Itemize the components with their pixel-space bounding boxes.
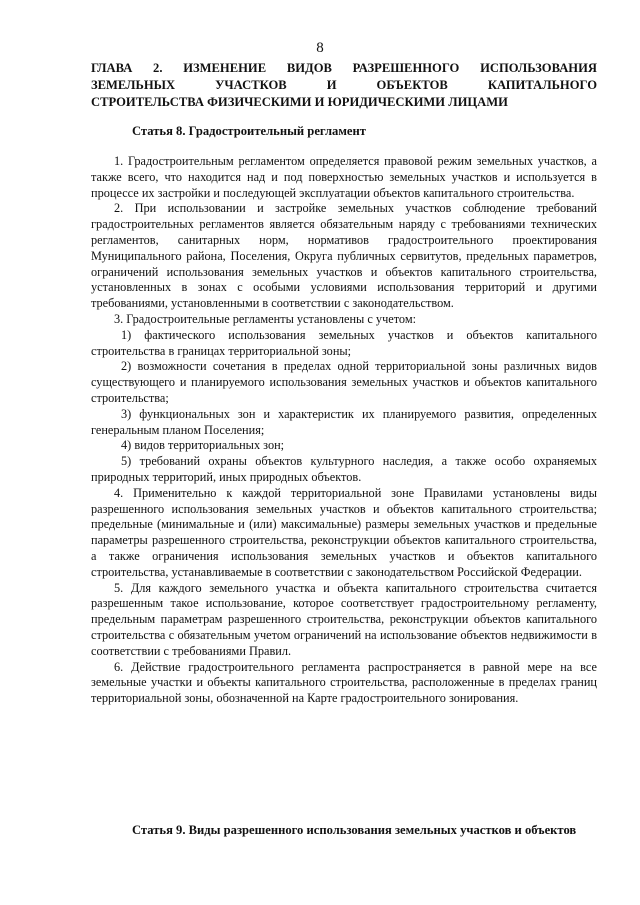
article-8-body: [91, 154, 597, 707]
list-item: 3) функциональных зон и характеристик их планируемого развития, определенных генеральным планом Поселения;: [91, 406, 597, 437]
chapter-title-line: ГЛАВА 2. ИЗМЕНЕНИЕ ВИДОВ РАЗРЕШЕННОГО ИСПОЛЬЗОВАНИЯ: [91, 61, 597, 75]
paragraph: 5. Для каждого земельного участка и объекта капитального строительства считается разрешенным такое использование, которое соответствует градостроительному регламенту, предельным параметрам разрешенного строительства, реконструкции объектов капитального строительства с обязательным учетом ограничений на использование объектов недвижимости в соответствии с требованиями Правил.: [91, 580, 597, 658]
chapter-title: [91, 60, 597, 111]
list-item: 5) требований охраны объектов культурного наследия, а также особо охраняемых природных территорий, иных природных объектов.: [91, 454, 597, 484]
article-9-title: Статья 9. Виды разрешенного использования земельных участков и объектов: [132, 823, 577, 837]
list-item: 2) возможности сочетания в пределах одной территориальной зоны различных видов существующего и планируемого использования земельных участков и объектов капитального строительства;: [91, 359, 597, 405]
paragraph: 2. При использовании и застройке земельных участков соблюдение требований градостроительных регламентов является обязательным наряду с требованиями технических регламентов, санитарных норм, нормативов градостроительного проектирования Муниципального района, Поселения, Округа публичных сервитутов, предельных параметров, ограничений использования земельных участков и объектов капитального строительства, установленных в зонах с особыми условиями использования территорий и другими требованиями, установленными в соответствии с законодательством.: [91, 201, 597, 311]
paragraph: 6. Действие градостроительного регламента распространяется в равной мере на все земельные участки и объекты капитального строительства, расположенные в пределах границ территориальной зоны, обозначенной на Карте градостроительного зонирования.: [91, 659, 597, 706]
paragraph: 4. Применительно к каждой территориальной зоне Правилами установлены виды разрешенного использования земельных участков и объектов капитального строительства; предельные (минимальные и (или) максимальные) размеры земельных участков и предельные параметры разрешенного строительства, реконструкции объектов капитального строительства, а также ограничения использования земельных участков и объектов капитального строительства, устанавливаемые в соответствии с законодательством Российской Федерации.: [91, 485, 597, 579]
page-number: 8: [316, 40, 324, 56]
chapter-title-line: СТРОИТЕЛЬСТВА ФИЗИЧЕСКИМИ И ЮРИДИЧЕСКИМИ ЛИЦАМИ: [91, 95, 508, 109]
article-8-title: Статья 8. Градостроительный регламент: [132, 124, 366, 138]
list-item: 4) видов территориальных зон;: [121, 438, 285, 453]
chapter-title-line: ЗЕМЕЛЬНЫХ УЧАСТКОВ И ОБЪЕКТОВ КАПИТАЛЬНОГО: [91, 78, 597, 92]
paragraph: 3. Градостроительные регламенты установлены с учетом:: [114, 311, 417, 326]
paragraph: 1. Градостроительным регламентом определяется правовой режим земельных участков, а также всего, что находится над и под поверхностью земельных участков и используется в процессе их застройки и последующей эксплуатации объектов капитального строительства.: [91, 154, 597, 200]
list-item: 1) фактического использования земельных участков и объектов капитального строительства в границах территориальной зоны;: [91, 327, 597, 358]
